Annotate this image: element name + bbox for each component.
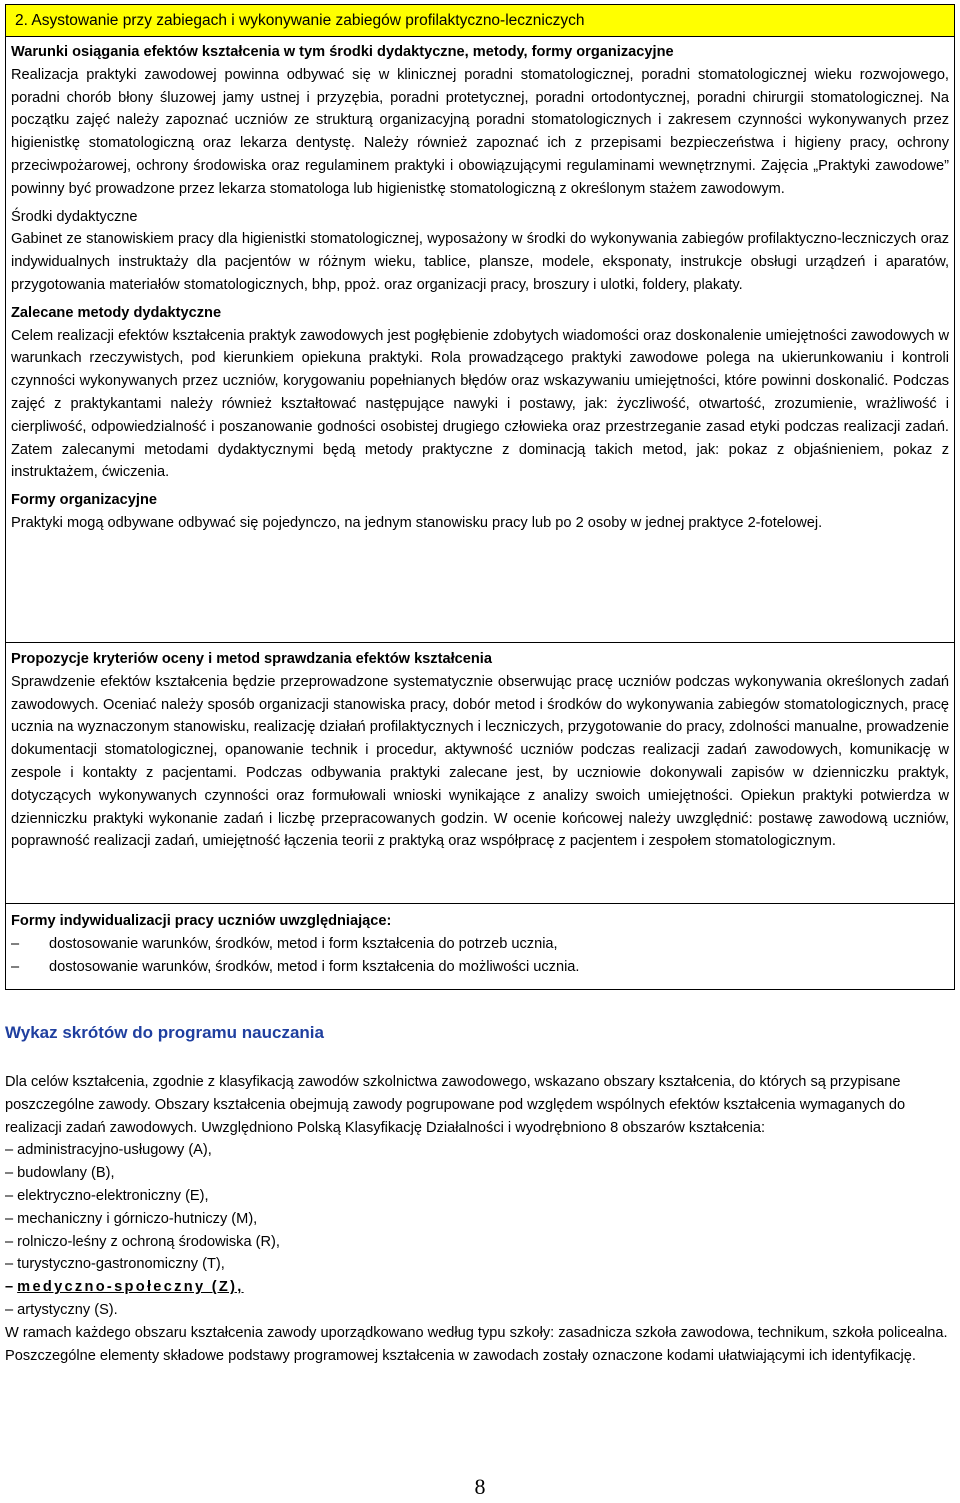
section-divider: [5, 642, 955, 643]
list-item-text: dostosowanie warunków, środków, metod i form kształcenia do możliwości ucznia.: [49, 958, 580, 975]
list-item-text: dostosowanie warunków, środków, metod i form kształcenia do potrzeb ucznia,: [49, 935, 558, 952]
area-item: – mechaniczny i górniczo-hutniczy (M),: [5, 1210, 258, 1227]
area-item-highlighted: [5, 1276, 948, 1299]
assessment-section: [11, 648, 949, 853]
conditions-heading: Warunki osiągania efektów kształcenia w tym środki dydaktyczne, metody, formy organizacyjne: [11, 44, 674, 60]
assessment-heading: Propozycje kryteriów oceny i metod sprawdzania efektów kształcenia: [11, 651, 492, 667]
area-item: – artystyczny (S).: [5, 1301, 118, 1318]
conditions-section: [11, 41, 949, 535]
area-item: – turystyczno-gastronomiczny (T),: [5, 1256, 225, 1273]
area-item: – administracyjno-usługowy (A),: [5, 1142, 212, 1159]
area-item: – elektryczno-elektroniczny (E),: [5, 1187, 209, 1204]
area-item: – rolniczo-leśny z ochroną środowiska (R),: [5, 1233, 280, 1250]
abbreviations-title: Wykaz skrótów do programu nauczania: [5, 1023, 324, 1042]
list-dash: –: [11, 958, 20, 975]
list-dash: –: [11, 935, 20, 952]
section-divider: [5, 903, 955, 904]
list-item: [11, 933, 949, 956]
section-header-bar: 2. Asystowanie przy zabiegach i wykonywanie zabiegów profilaktyczno-leczniczych: [6, 5, 954, 37]
individualization-heading: Formy indywidualizacji pracy uczniów uwzględniające:: [11, 913, 392, 929]
abbreviations-section: [5, 1071, 948, 1367]
codes-paragraph: Poszczególne elementy składowe podstawy programowej kształcenia w zawodach zostały oznaczone kodami ułatwiającymi ich identyfikację.: [5, 1347, 916, 1364]
methods-heading: Zalecane metody dydaktyczne: [11, 304, 222, 321]
individualization-section: [11, 910, 949, 978]
didactic-means-heading: Środki dydaktyczne: [11, 208, 138, 225]
area-item-medical-social: medyczno-społeczny (Z),: [17, 1279, 244, 1296]
area-item: – budowlany (B),: [5, 1165, 115, 1182]
forms-paragraph: Praktyki mogą odbywane odbywać się pojedynczo, na jednym stanowisku pracy lub po 2 osoby w jednej praktyce 2-fotelowej.: [11, 514, 823, 531]
abbreviations-intro: Dla celów kształcenia, zgodnie z klasyfikacją zawodów szkolnictwa zawodowego, wskazano obszary kształcenia, do których są przypisane poszczególne zawody. Obszary kształcenia obejmują zawody pogrupowane pod względem wspólnych efektów kształcenia wymaganych do realizacji zadań zawodowych. Uwzględniono Polską Klasyfikację Działalności i wyodrębniono 8 obszarów kształcenia:: [5, 1074, 906, 1136]
conditions-paragraph: Realizacja praktyki zawodowej powinna odbywać się w klinicznej poradni stomatologicznej, poradni stomatologicznej wieku rozwojowego, poradni chorób błony śluzowej jamy ustnej i przyzębia, poradni protetycznej, poradni ortodontycznej, poradni chirurgii stomatologicznej. Na początku zajęć należy zapoznać uczniów ze strukturą organizacyjną poradni stomatologicznych i zakresem czynności wykonywanych przez higienistkę stomatologiczną oraz lekarza dentystę. Należy również zapoznać ich z przepisami bezpieczeństwa i higieny pracy, ochrony przeciwpożarowej, ochrony środowiska oraz regulaminem praktyki i obowiązującymi regulaminami wewnętrznymi. Zajęcia „Praktyki zawodowe” powinny być prowadzone przez lekarza stomatologa lub higienistkę stomatologiczną z określonym stażem zawodowym.: [11, 66, 949, 197]
list-item: [11, 956, 949, 979]
school-types-paragraph: W ramach każdego obszaru kształcenia zawody uporządkowano według typu szkoły: zasadnicza szkoła zawodowa, technikum, szkoła policealna.: [5, 1324, 948, 1341]
page-number: 8: [474, 1474, 486, 1499]
assessment-paragraph: Sprawdzenie efektów kształcenia będzie przeprowadzone systematycznie obserwując pracę uczniów podczas wykonywania określonych zadań zawodowych. Oceniać należy sposób organizacji stanowiska pracy, dobór metod i środków do wykonywania zabiegów stomatologicznych, pracę ucznia na wyznaczonym stanowisku, realizację działań profilaktycznych i leczniczych, przygotowanie do pracy, zdolności manualne, prowadzenie dokumentacji stomatologicznej, opanowanie technik i procedur, aktywność uczniów podczas realizacji zadań zawodowych, komunikację w zespole i kontakty z pacjentami. Podczas odbywania praktyki zalecane jest, by uczniowie dokonywali zapisów w dzienniczku praktyk, dotyczących wykonywanych czynności oraz formułowali wnioski wynikające z analizy swoich umiejętności. Opiekun praktyki potwierdza w dzienniczku praktyki wykonanie zadań i liczbę przepracowanych godzin. W ocenie końcowej należy uwzględnić: postawę zawodową uczniów, poprawność realizacji zadań, umiejętność łączenia teorii z praktyką oraz współpracę z pacjentem i zespołem stomatologicznym.: [11, 673, 949, 850]
area-item-dash: –: [5, 1279, 18, 1296]
forms-heading: Formy organizacyjne: [11, 492, 157, 509]
methods-paragraph: Celem realizacji efektów kształcenia praktyk zawodowych jest pogłębienie zdobytych wiadomości oraz doskonalenie umiejętności zawodowych w warunkach rzeczywistych, pod kierunkiem opiekuna praktyki. Rola prowadzącego praktyki zawodowe polega na ukierunkowaniu i kontroli czynności wykonywanych przez uczniów, korygowaniu popełnianych błędów oraz wskazywaniu umiejętności, które powinni doskonalić. Podczas zajęć z praktykantami należy również kształtować następujące nawyki i postawy, jak: życzliwość, otwartość, zrozumienie, wrażliwość i cierpliwość, odpowiedzialność i poszanowanie godności osobistej drugiego człowieka oraz przestrzeganie zasad etyki podczas realizacji zadań. Zatem zalecanymi metodami dydaktycznymi będą metody praktyczne z dominacją takich metod, jak: pokaz z objaśnieniem, pokaz z instruktażem, ćwiczenia.: [11, 327, 949, 481]
didactic-means-paragraph: Gabinet ze stanowiskiem pracy dla higienistki stomatologicznej, wyposażony w środki do wykonywania zabiegów profilaktyczno-leczniczych oraz indywidualnych instruktaży dla pacjentów w różnym wieku, tablice, plansze, modele, eksponaty, instrukcje obsługi urządzeń i aparatów, przygotowania materiałów stomatologicznych, bhp, ppoż. oraz organizacji pracy, broszury i ulotki, foldery, plakaty.: [11, 231, 949, 293]
